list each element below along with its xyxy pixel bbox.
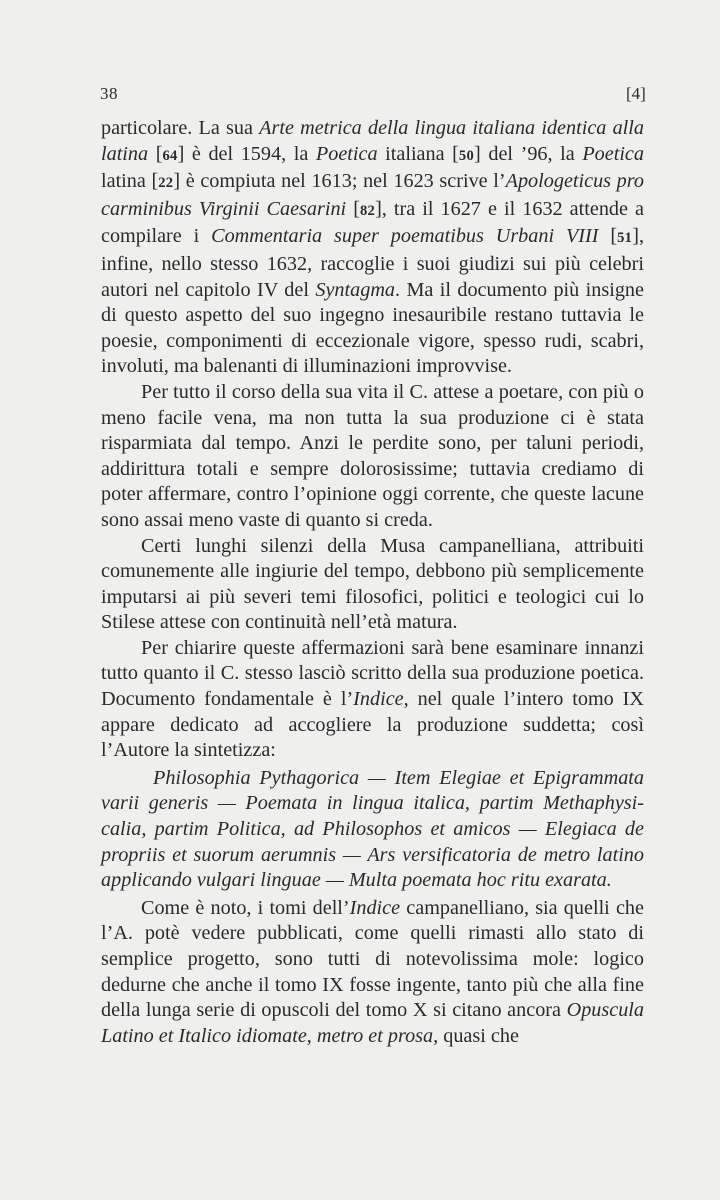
body-text xyxy=(101,116,644,1049)
paragraph-1: particolare. La sua Arte metrica della lingua italiana identica alla latina [64] è del 1594, la Poetica italiana [50] del ’96, la Poetica latina [22] è compiuta nel 1613; nel 1623 scrive l’Apologeticus pro carminibus Virginii Caesarini [82], tra il 1627 e il 1632 attende a compilare i Commentaria super poematibus Urbani VIII [51], infine, nello stesso 1632, raccoglie i suoi giudizi sui più celebri autori nel capitolo IV del Syntagma. Ma il documento più insigne di questo aspetto del suo ingegno inesauribile restano tuttavia le poesie, componimenti di eccezionale vigore, spesso rudi, scabri, involuti, ma balenanti di illuminazioni improvvise. xyxy=(101,117,645,378)
page-reference: [4] xyxy=(626,84,646,103)
paragraph-2: Per tutto il corso della sua vita il C. attese a poetare, con più o meno facile vena, ma non tutta la sua produzione ci è stata risparmiata dal tempo. Anzi le perdite sono, per taluni periodi, addirittura totali e sempre dolorosissime; tuttavia crediamo di poter affermare, contro l’opinione oggi corrente, che queste lacune sono assai meno vaste di quanto si creda. xyxy=(101,380,644,531)
paragraph-4: Per chiarire queste affermazioni sarà bene esaminare innanzi tutto quanto il C. stesso lasciò scritto della sua produzione poetica. Documento fondamentale è l’Indice, nel quale l’intero tomo IX appare dedicato ad accogliere la produzione suddetta; così l’Autore la sintetizza: xyxy=(101,636,644,762)
page-number: 38 xyxy=(100,84,118,103)
index-quotation: Philosophia Pythagorica — Item Elegiae et Epigrammata varii generis — Poemata in lingua italica, partim Methaphysicalia, partim Politica, ad Philosophos et amicos — Elegiaca de propriis et suorum aerumnis — Ars versificatoria de metro latino applicando vulgari linguae — Multa poemata hoc ritu exarata. xyxy=(101,766,644,892)
paragraph-3: Certi lunghi silenzi della Musa campanelliana, attribuiti comunemente alle ingiurie del tempo, debbono più semplicemente imputarsi ai più severi temi filosofici, politici e teologici cui lo Stilese attese con continuità nell’età matura. xyxy=(101,534,644,634)
paragraph-5: Come è noto, i tomi dell’Indice campanelliano, sia quelli che l’A. potè vedere pubblicati, come quelli rimasti allo stato di semplice progetto, sono tutti di notevolissima mole: logico dedurne che anche il tomo IX fosse ingente, tanto più che alla fine della lunga serie di opuscoli del tomo X si citano ancora Opuscula Latino et Italico idiomate, metro et prosa, quasi che xyxy=(101,896,644,1047)
